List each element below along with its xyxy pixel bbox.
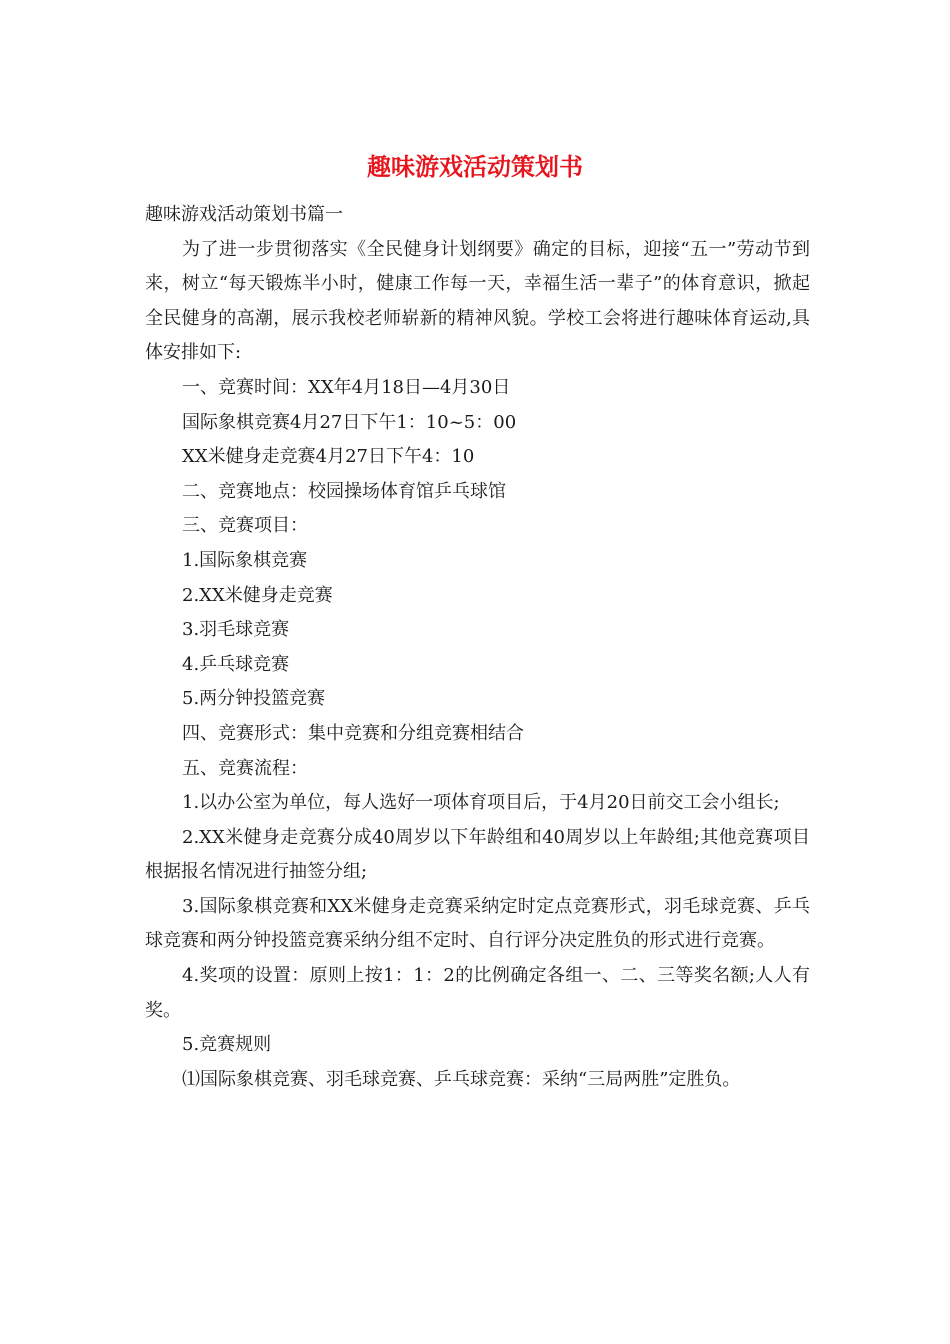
event-item: 2.XX米健身走竞赛 — [182, 584, 333, 606]
section-location: 二、竞赛地点：校园操场体育馆乒乓球馆 — [182, 480, 506, 502]
section-format: 四、竞赛形式：集中竞赛和分组竞赛相结合 — [182, 722, 524, 744]
process-step: 5.竞赛规则 — [182, 1034, 272, 1056]
process-step: 2.XX米健身走竞赛分成40周岁以下年龄组和40周岁以上年龄组;其他竞赛项目根据报名情况进行抽签分组; — [145, 826, 810, 883]
document-body — [145, 198, 810, 1097]
process-step: 1.以办公室为单位，每人选好一项体育项目后，于4月20日前交工会小组长; — [182, 792, 780, 814]
rule-item: ⑴国际象棋竞赛、羽毛球竞赛、乒乓球竞赛：采纳“三局两胜”定胜负。 — [182, 1068, 741, 1090]
section-events: 三、竞赛项目： — [182, 515, 308, 537]
chess-time: 国际象棋竞赛4月27日下午1：10~5：00 — [182, 411, 517, 433]
document-title: 趣味游戏活动策划书 — [367, 152, 583, 181]
event-item: 3.羽毛球竞赛 — [182, 619, 290, 641]
intro-paragraph: 为了进一步贯彻落实《全民健身计划纲要》确定的目标，迎接“五一”劳动节到来，树立“每天锻炼半小时，健康工作每一天，幸福生活一辈子”的体育意识，掀起全民健身的高潮，展示我校老师崭新的精神风貌。学校工会将进行趣味体育运动,具体安排如下: — [145, 238, 810, 364]
event-item: 4.乒乓球竞赛 — [182, 653, 290, 675]
process-step: 3.国际象棋竞赛和XX米健身走竞赛采纳定时定点竞赛形式，羽毛球竞赛、乒乓球竞赛和两分钟投篮竞赛采纳分组不定时、自行评分决定胜负的形式进行竞赛。 — [145, 895, 810, 952]
section-time: 一、竞赛时间：XX年4月18日—4月30日 — [182, 376, 511, 398]
event-item: 1.国际象棋竞赛 — [182, 549, 308, 571]
section-process: 五、竞赛流程： — [182, 757, 308, 779]
walk-time: XX米健身走竞赛4月27日下午4：10 — [182, 446, 475, 468]
process-step: 4.奖项的设置：原则上按1：1：2的比例确定各组一、二、三等奖名额;人人有奖。 — [145, 965, 810, 1021]
document-subtitle: 趣味游戏活动策划书篇一 — [145, 204, 343, 225]
event-item: 5.两分钟投篮竞赛 — [182, 688, 326, 710]
